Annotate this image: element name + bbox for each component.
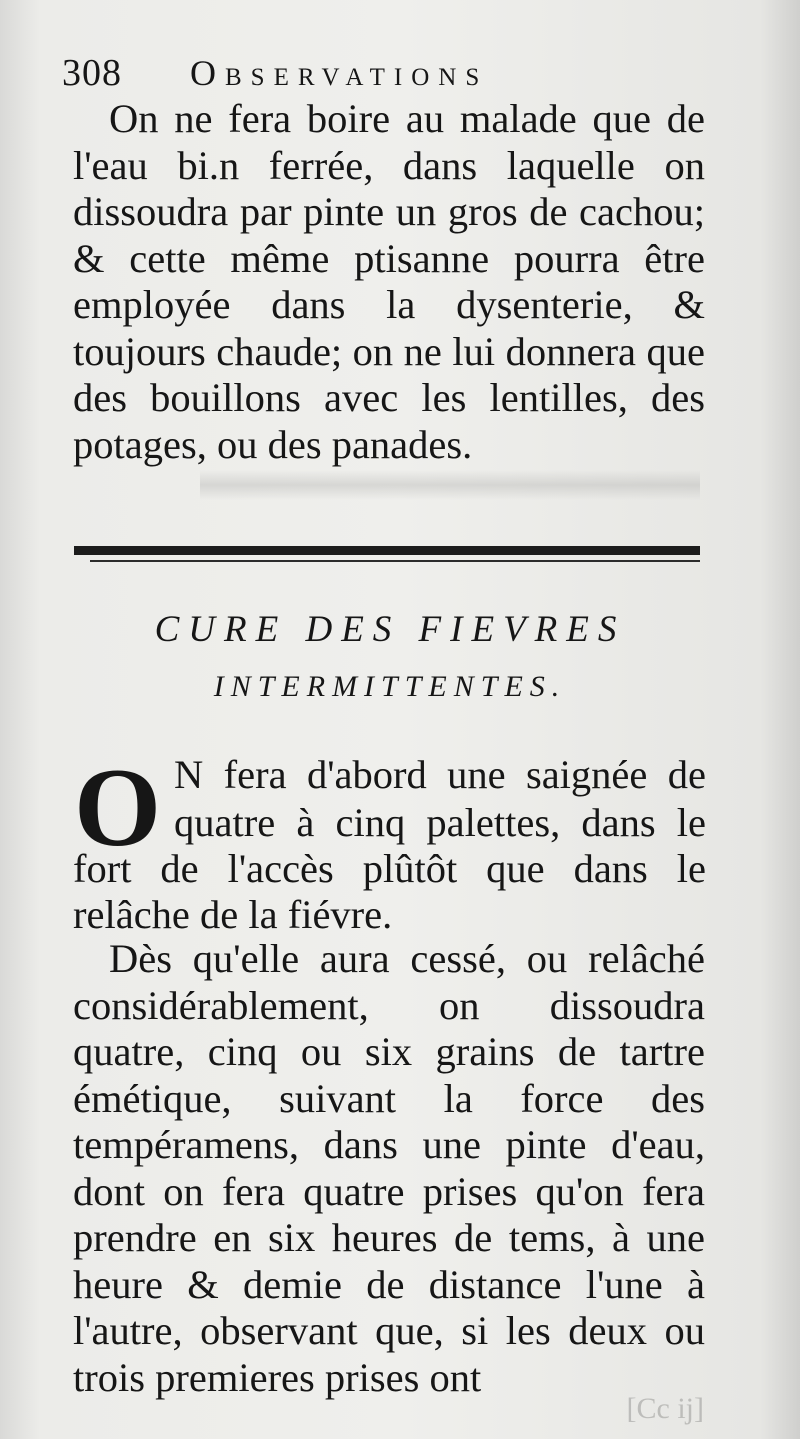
- paragraph-2-line-4: relâche de la fiévre.: [73, 892, 393, 937]
- section-divider-thick: [74, 546, 700, 555]
- ink-bleed-through: [200, 470, 700, 500]
- paragraph-1: [73, 96, 705, 468]
- signature-mark: [Cc ij]: [626, 1392, 704, 1425]
- drop-cap: O: [74, 746, 162, 870]
- paragraph-2-line-2: quatre à cinq palettes, dans le: [174, 800, 706, 845]
- paragraph-3-text: Dès qu'elle aura cessé, ou relâché considérablement, on dissoudra quatre, cinq ou six grains de tartre émétique, suivant la force des tempéramens, dans une pinte d'eau, dont on fera quatre prises qu'on fera prendre en six heures de tems, à une heure & demie de distance l'une à l'autre, observant que, si les deux ou trois premieres prises ont: [73, 936, 705, 1400]
- running-head: Observations: [190, 53, 489, 93]
- section-title: CURE DES FIEVRES: [154, 609, 626, 650]
- paragraph-3: [73, 936, 705, 1401]
- paragraph-1-text: On ne fera boire au malade que de l'eau bi.n ferrée, dans laquelle on dissoudra par pinte un gros de cachou; & cette même ptisanne pourra être employée dans la dysenterie, & toujours chaude; on ne lui donnera que des bouillons avec les lentilles, des potages, ou des panades.: [73, 96, 705, 467]
- section-divider-thin: [90, 560, 700, 562]
- paragraph-2-line-3: fort de l'accès plûtôt que dans le: [73, 846, 706, 891]
- page-header: [62, 48, 662, 98]
- paragraph-2-line-1: N fera d'abord une saignée de: [174, 752, 706, 797]
- page-number: 308: [62, 52, 122, 94]
- section-subtitle: INTERMITTENTES.: [213, 670, 567, 703]
